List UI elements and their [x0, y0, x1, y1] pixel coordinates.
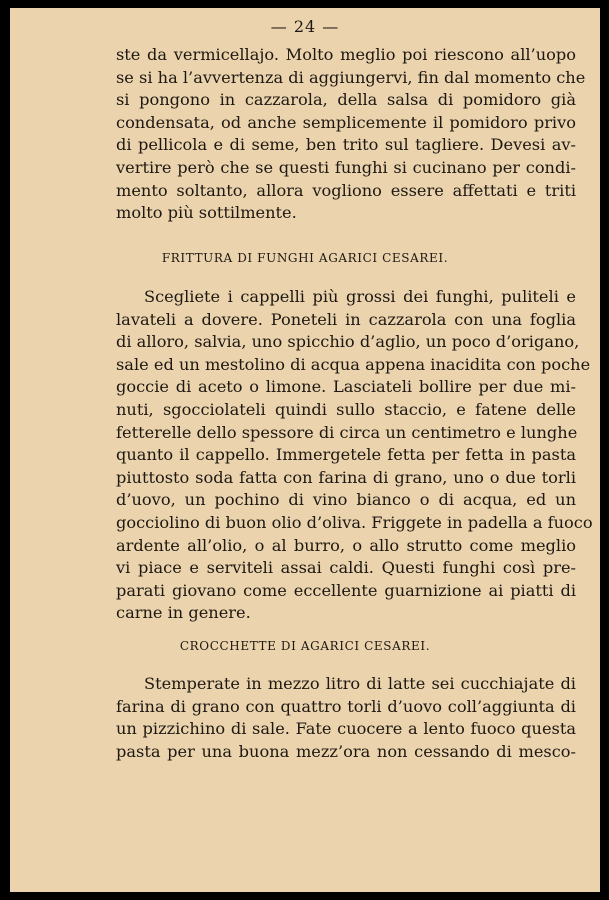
text-line: goccie di aceto o limone. Lasciateli bollire per due mi- — [116, 377, 576, 397]
text-line: vi piace e serviteli assai caldi. Questi funghi così pre- — [116, 558, 576, 578]
text-line: ardente all’olio, o al burro, o allo strutto come meglio — [116, 535, 576, 555]
text-line: mento soltanto, allora vogliono essere affettati e triti — [116, 180, 576, 200]
book-page — [10, 8, 600, 892]
text-line: piuttosto soda fatta con farina di grano, uno o due torli — [116, 467, 576, 487]
text-line: se si ha l’avvertenza di aggiungervi, fin dal momento che — [116, 67, 586, 87]
text-line: un pizzichino di sale. Fate cuocere a lento fuoco questa — [116, 719, 576, 739]
text-line: ste da vermicellajo. Molto meglio poi riescono all’uopo — [116, 45, 576, 64]
text-line: vertire però che se questi funghi si cucinano per condi- — [116, 157, 576, 177]
paragraph-frittura — [116, 286, 593, 625]
paragraph-continuation — [116, 44, 586, 225]
text-line: si pongono in cazzarola, della salsa di pomidoro già — [116, 90, 576, 110]
paragraph-crocchette — [116, 673, 576, 763]
text-line: Stemperate in mezzo litro di latte sei cucchiajate di — [144, 674, 576, 693]
text-line: carne in genere. — [116, 603, 251, 623]
text-line: quanto il cappello. Immergetele fetta per fetta in pasta — [116, 445, 576, 465]
text-line: farina di grano con quattro torli d’uovo coll’aggiunta di — [116, 696, 576, 716]
text-line: molto più sottilmente. — [116, 203, 297, 223]
text-line: gocciolino di buon olio d’oliva. Friggete in padella a fuoco — [116, 512, 593, 532]
page-number: — 24 — — [270, 17, 340, 36]
text-line: parati giovano come eccellente guarnizione ai piatti di — [116, 580, 576, 600]
text-line: Scegliete i cappelli più grossi dei funghi, puliteli e — [144, 287, 576, 306]
text-line: condensata, od anche semplicemente il pomidoro privo — [116, 112, 576, 132]
text-line: fetterelle dello spessore di circa un centimetro e lunghe — [116, 422, 578, 442]
text-line: di pellicola e di seme, ben trito sul tagliere. Devesi av- — [116, 135, 576, 155]
text-line: lavateli a dovere. Poneteli in cazzarola con una foglia — [116, 309, 576, 329]
section-heading-frittura: FRITTURA DI FUNGHI AGARICI CESAREI. — [161, 251, 449, 265]
text-line: d’uovo, un pochino di vino bianco o di acqua, ed un — [116, 490, 576, 510]
text-line: pasta per una buona mezz’ora non cessando di mesco- — [116, 741, 576, 761]
section-heading-crocchette: CROCCHETTE DI AGARICI CESAREI. — [179, 639, 431, 653]
text-line: sale ed un mestolino di acqua appena inacidita con poche — [116, 354, 591, 374]
text-line: di alloro, salvia, uno spicchio d’aglio, un poco d’origano, — [116, 332, 580, 352]
text-line: nuti, sgocciolateli quindi sullo staccio, e fatene delle — [116, 399, 576, 419]
